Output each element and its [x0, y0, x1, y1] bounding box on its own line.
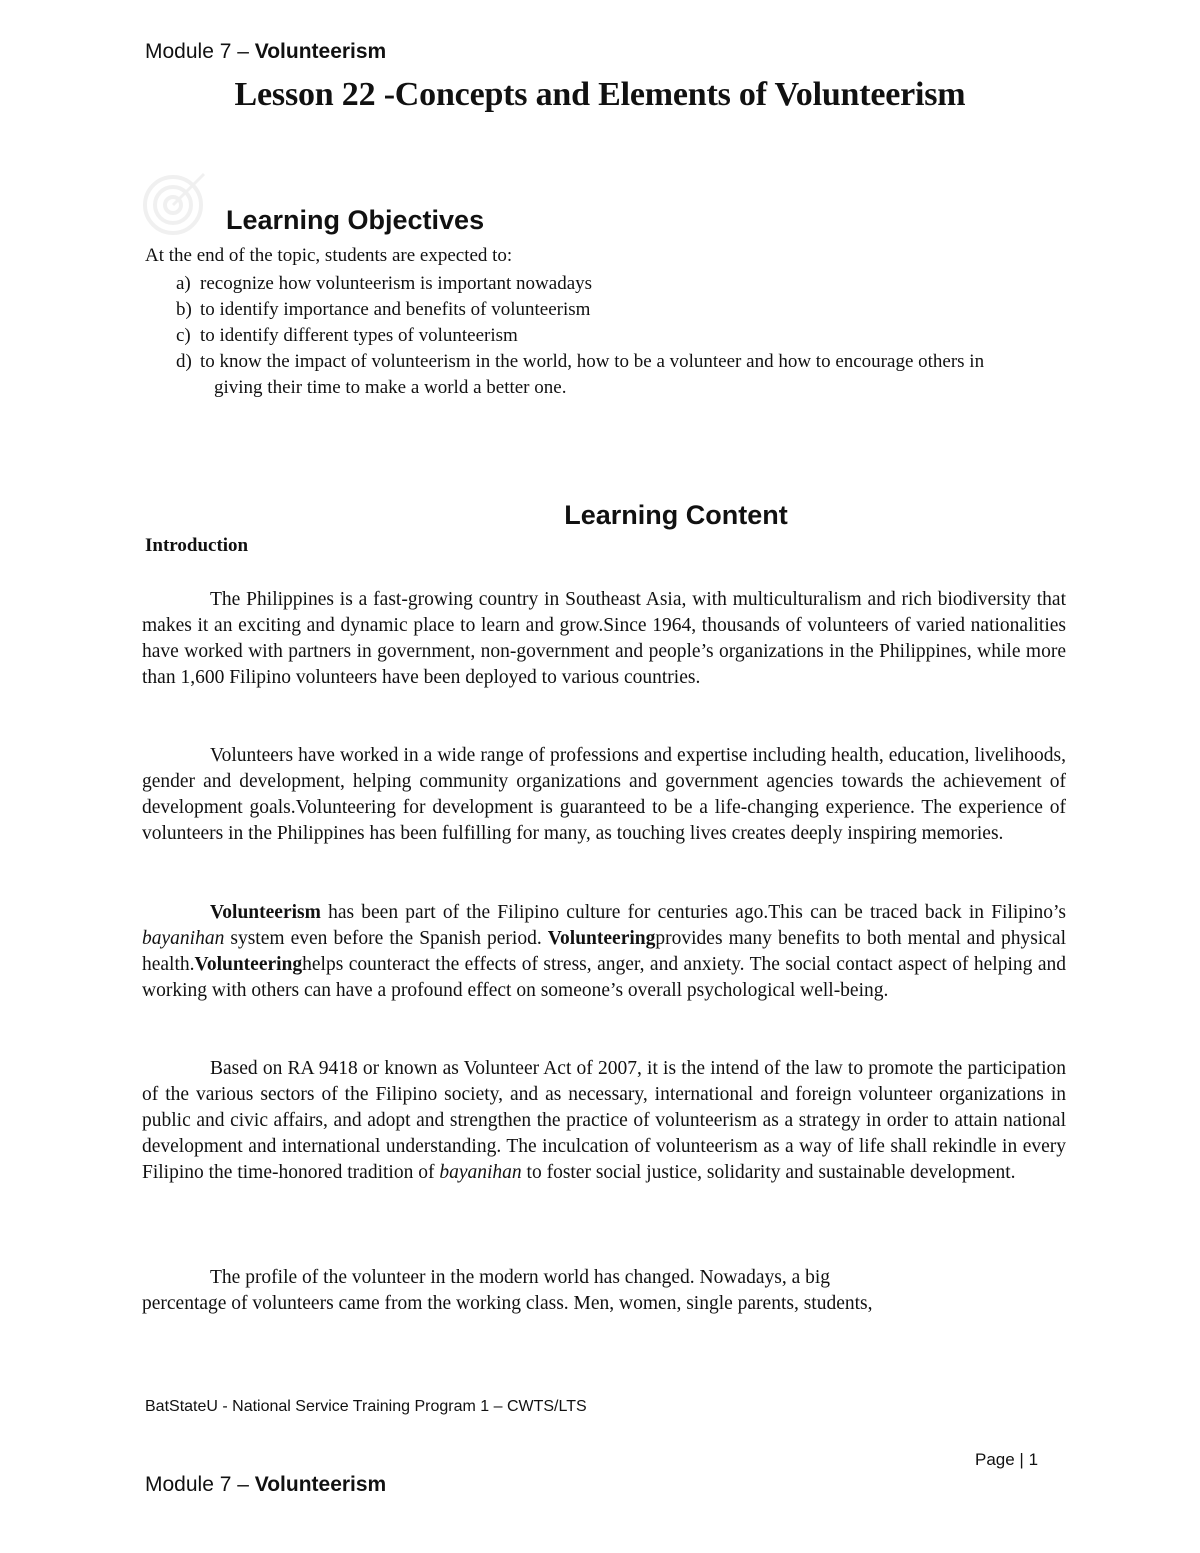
paragraph-2-text: Volunteers have worked in a wide range of professions and expertise including health, education, livelihoods, gender and development, helping community organizations and government agencies towards the achievement of development goals.Volunteering for development is guaranteed to be a life-changing experience. The experience of volunteers in the Philippines has been fulfilling for many, as touching lives creates deeply inspiring memories.	[142, 745, 1066, 844]
paragraph-3-text: system even before the Spanish period.	[224, 928, 548, 949]
paragraph-3	[142, 900, 1066, 1004]
objectives-intro: At the end of the topic, students are expected to:	[145, 245, 513, 266]
list-marker: d)	[176, 351, 192, 372]
module-prefix: Module 7 –	[145, 40, 255, 63]
term-bayanihan: bayanihan	[439, 1162, 522, 1183]
list-item-text: to identify different types of volunteerism	[200, 325, 518, 346]
paragraph-1-text: The Philippines is a fast-growing country in Southeast Asia, with multiculturalism and rich biodiversity that makes it an exciting and dynamic place to learn and grow.Since 1964, thousands of volunteers of varied nationalities have worked with partners in government, non-government and people’s organizations in the Philippines, while more than 1,600 Filipino volunteers have been deployed to various countries.	[142, 589, 1066, 688]
introduction-heading: Introduction	[145, 535, 249, 556]
term-volunteering: Volunteering	[194, 954, 303, 975]
list-marker: b)	[176, 299, 192, 320]
module-header-next-page	[145, 1473, 386, 1497]
term-bayanihan: bayanihan	[142, 928, 225, 949]
lesson-title: Lesson 22 -Concepts and Elements of Volunteerism	[234, 76, 966, 113]
target-icon	[140, 168, 210, 238]
list-item-text: to identify importance and benefits of volunteerism	[200, 299, 591, 320]
list-item	[176, 349, 1036, 401]
paragraph-3-text: helps counteract the effects of stress, anger, and anxiety. The social contact aspect of helping and working with others can have a profound effect on someone’s overall psychological well-being.	[142, 954, 1066, 1001]
objectives-heading: Learning Objectives	[226, 205, 485, 235]
footer-program: BatStateU - National Service Training Program 1 – CWTS/LTS	[145, 1398, 587, 1415]
list-item-text: recognize how volunteerism is important nowadays	[200, 273, 593, 294]
paragraph-1	[142, 587, 1066, 691]
module-prefix: Module 7 –	[145, 1473, 255, 1496]
term-volunteering: Volunteering	[547, 928, 656, 949]
list-item	[176, 271, 1036, 297]
paragraph-5-line-2: percentage of volunteers came from the working class. Men, women, single parents, students,	[142, 1293, 873, 1314]
list-marker: a)	[176, 273, 191, 294]
paragraph-2	[142, 743, 1066, 847]
paragraph-4-text: Based on RA 9418 or known as Volunteer Act of 2007, it is the intend of the law to promote the participation of the various sectors of the Filipino society, and as necessary, international and foreign volunteer organizations in public and civic affairs, and adopt and strengthen the practice of volunteerism as a strategy in order to attain national development and international understanding. The inculcation of volunteerism as a way of life shall rekindle in every Filipino the time-honored tradition of	[142, 1058, 1066, 1183]
paragraph-3-text: provides many benefits to both mental and physical health.	[142, 928, 1066, 975]
list-item	[176, 323, 1036, 349]
paragraph-5-line-1: The profile of the volunteer in the modern world has changed. Nowadays, a big	[210, 1267, 831, 1288]
module-name: Volunteerism	[254, 1473, 387, 1496]
page-number: Page | 1	[975, 1450, 1039, 1469]
paragraph-3-text: has been part of the Filipino culture for centuries ago.This can be traced back in Filipino’s	[320, 902, 1066, 923]
list-item	[176, 297, 1036, 323]
list-marker: c)	[176, 325, 191, 346]
paragraph-4	[142, 1056, 1066, 1186]
paragraph-5	[142, 1265, 1066, 1317]
list-item-text: to know the impact of volunteerism in the world, how to be a volunteer and how to encourage others in giving their time to make a world a better one.	[200, 351, 985, 398]
module-header	[145, 40, 386, 64]
term-volunteerism: Volunteerism	[210, 902, 321, 923]
module-name: Volunteerism	[254, 40, 387, 63]
paragraph-4-text: to foster social justice, solidarity and sustainable development.	[521, 1162, 1016, 1183]
objectives-list	[176, 271, 1036, 401]
content-heading: Learning Content	[564, 500, 788, 530]
